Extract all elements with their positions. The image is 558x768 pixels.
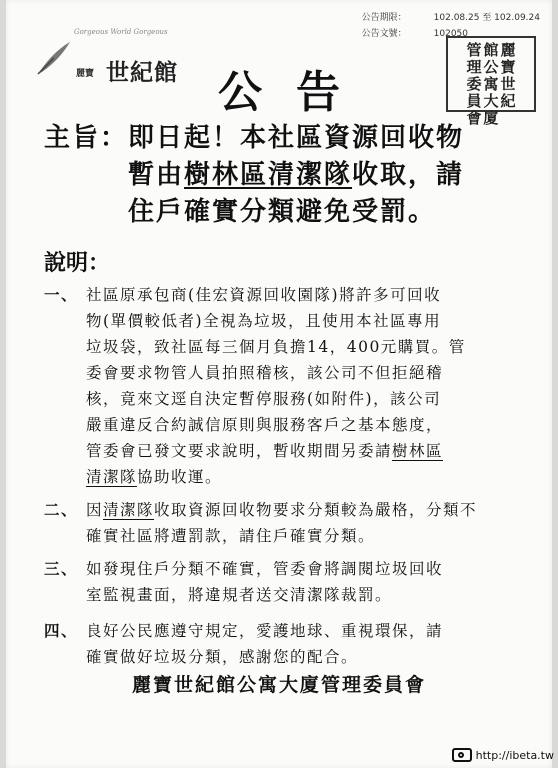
item-1-line-3: 垃圾袋，致社區每三個月負擔14，400元購買。管 xyxy=(86,338,466,356)
item-1-line-2: 物(單價較低者)全視為垃圾，且使用本社區專用 xyxy=(86,312,442,330)
list-item-4 xyxy=(44,618,524,670)
list-item-3 xyxy=(44,556,524,608)
item-1-line-6: 嚴重違反合約誠信原則與服務客戶之基本態度， xyxy=(86,416,444,434)
item-1-line-8 xyxy=(86,464,524,490)
subject-underlined-agency: 樹林區清潔隊 xyxy=(184,160,353,190)
item-3-line-1: 如發現住戶分類不確實，管委會將調閱垃圾回收 xyxy=(86,560,444,578)
subject xyxy=(44,120,514,231)
stamp-char: 公 xyxy=(483,58,499,76)
stamp-char: 管 xyxy=(466,41,482,59)
stamp-char: 廈 xyxy=(483,109,499,127)
item-1-line-8-text: 協助收運。 xyxy=(137,468,223,486)
list-item-2 xyxy=(44,497,524,549)
watermark-url: http://ibeta.tw xyxy=(475,748,554,762)
subject-line-2-pre: 暫由 xyxy=(128,160,185,190)
subject-line-3: 住戶確實分類避免受罰。 xyxy=(128,197,437,227)
subject-line-2 xyxy=(44,157,514,194)
item-number: 二、 xyxy=(44,500,79,519)
stamp-char: 委 xyxy=(466,75,482,93)
item-number: 三、 xyxy=(44,559,79,578)
logo-title: 世紀館 xyxy=(106,59,178,86)
signature: 麗寶世紀館公寓大廈管理委員會 xyxy=(131,674,426,696)
item-number: 一、 xyxy=(44,285,79,304)
stamp-char: 會 xyxy=(466,109,482,127)
list-item-1 xyxy=(44,282,524,490)
notice-number-value: 102050 xyxy=(433,29,469,39)
logo-script-text: Gorgeous World Gorgeous xyxy=(74,28,168,36)
stamp-char: 麗 xyxy=(500,41,516,59)
item-2-underlined-team: 清潔隊 xyxy=(103,501,155,519)
watermark xyxy=(452,748,554,762)
item-4-line-1: 良好公民應遵守規定，愛護地球、重視環保，請 xyxy=(86,622,444,640)
stamp-char: 員 xyxy=(466,92,482,110)
stamp-char: 理 xyxy=(466,58,482,76)
stamp-char: 紀 xyxy=(500,92,516,110)
item-2-line-1 xyxy=(86,497,524,523)
item-2-line-1-text: 收取資源回收物要求分類較為嚴格，分類不 xyxy=(154,501,478,519)
item-1-line-7 xyxy=(86,438,524,464)
subject-line-1: 主旨：即日起！本社區資源回收物 xyxy=(44,123,465,153)
item-3-line-2: 室監視畫面，將違規者送交清潔隊裁罰。 xyxy=(86,586,393,604)
item-1-underlined-district: 樹林區 xyxy=(392,442,444,460)
item-1-line-4: 委會要求物管人員拍照稽核，該公司不但拒絕稽 xyxy=(86,364,444,382)
stamp-char: 寓 xyxy=(483,75,499,93)
notice-number-label: 公告文號： xyxy=(361,29,407,39)
item-1-line-7-text: 管委會已發文要求說明，暫收期間另委請 xyxy=(86,442,393,460)
subject-line-2-post: 收取，請 xyxy=(352,160,465,190)
stamp-char: 世 xyxy=(500,75,516,93)
item-1-line-5: 核，竟來文逕自決定暫停服務(如附件)，該公司 xyxy=(86,390,442,408)
item-1-underlined-team: 清潔隊 xyxy=(86,468,138,486)
item-2-line-2: 確實社區將遭罰款，請住戶確實分類。 xyxy=(86,527,376,545)
stamp-char: 寶 xyxy=(500,58,516,76)
stamp-char: 館 xyxy=(483,41,499,59)
page-title: 公告 xyxy=(218,67,374,118)
notice-period-label: 公告期限： xyxy=(361,13,407,23)
camera-icon xyxy=(452,748,472,762)
item-1-line-1: 社區原承包商(佳宏資源回收園隊)將許多可回收 xyxy=(86,286,442,304)
item-4-line-2: 確實做好垃圾分類，感謝您的配合。 xyxy=(86,648,359,666)
explanation-label: 說明： xyxy=(44,250,111,276)
logo-small-text: 麗寶 xyxy=(76,69,95,79)
stamp-char: 大 xyxy=(483,92,499,110)
item-2-pre: 因 xyxy=(86,501,104,519)
item-number: 四、 xyxy=(44,621,79,640)
notice-period-value: 102.08.25 至 102.09.24 xyxy=(433,13,540,23)
